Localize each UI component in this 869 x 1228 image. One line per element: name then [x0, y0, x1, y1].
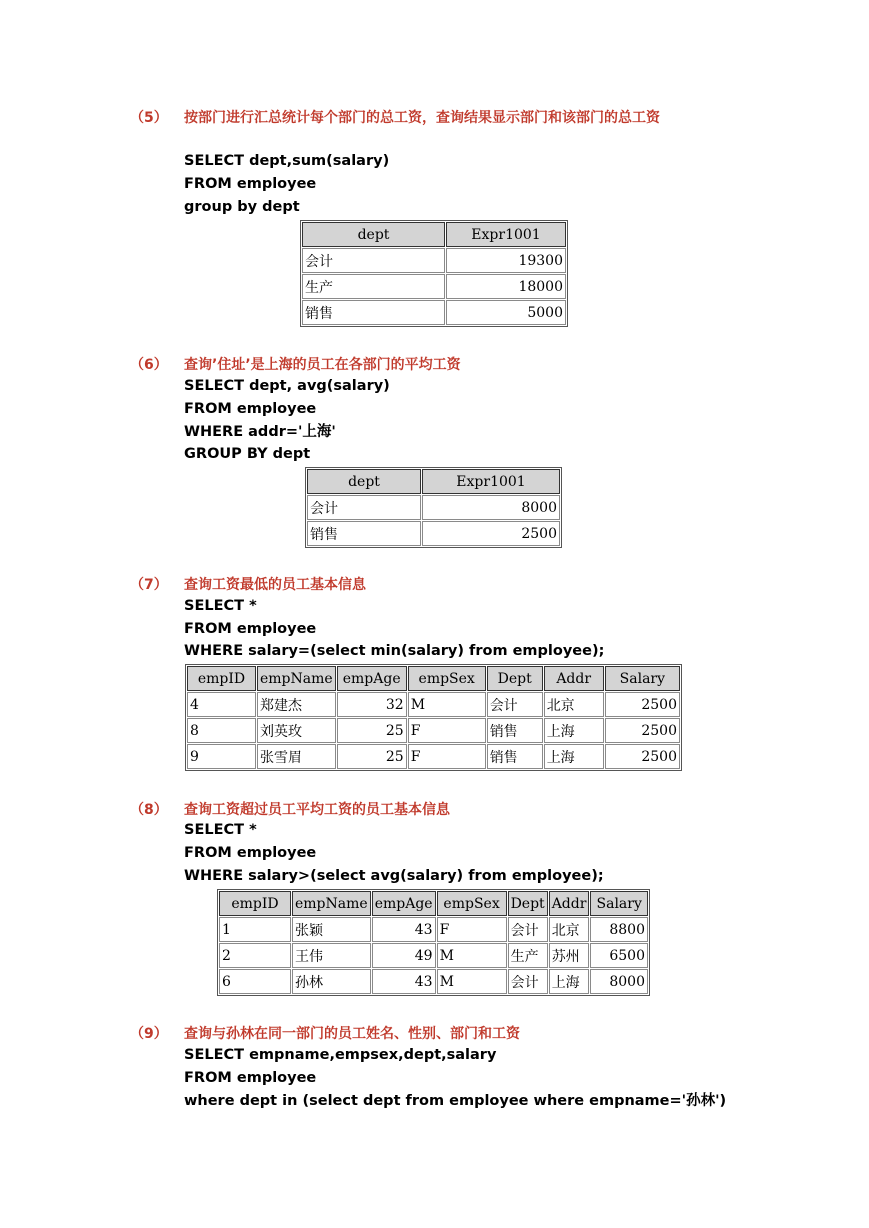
q7-cell: 上海	[544, 718, 604, 743]
question-7-title: 查询工资最低的员工基本信息	[184, 577, 366, 593]
table-row	[307, 521, 560, 546]
q8-cell: 上海	[549, 969, 590, 994]
q8-header: empAge	[372, 891, 436, 916]
q6-sql-line-3: WHERE addr='上海'	[184, 424, 336, 440]
q8-sql-line-3: WHERE salary>(select avg(salary) from employee);	[184, 868, 604, 884]
q7-cell: 2500	[605, 718, 680, 743]
question-7-number: （7）	[130, 577, 168, 593]
q8-header: Dept	[508, 891, 548, 916]
q7-cell: F	[408, 718, 486, 743]
q7-cell: 郑建杰	[257, 692, 336, 717]
question-8-title: 查询工资超过员工平均工资的员工基本信息	[184, 802, 450, 818]
q5-cell: 18000	[446, 274, 566, 299]
q8-cell: 8800	[590, 917, 648, 942]
q7-cell: 销售	[487, 744, 543, 769]
q8-cell: 1	[219, 917, 291, 942]
q8-cell: 会计	[508, 917, 548, 942]
q6-sql-line-2: FROM employee	[184, 401, 317, 417]
table-row	[302, 300, 566, 325]
q8-cell: 北京	[549, 917, 590, 942]
q7-cell: 北京	[544, 692, 604, 717]
q8-cell: 49	[372, 943, 436, 968]
q6-sql-line-1: SELECT dept, avg(salary)	[184, 378, 390, 394]
q7-header: empSex	[408, 666, 486, 691]
q7-cell: 25	[337, 744, 407, 769]
q7-sql-line-1: SELECT *	[184, 598, 257, 614]
q8-cell: 6	[219, 969, 291, 994]
q7-header: Dept	[487, 666, 543, 691]
q6-sql-line-4: GROUP BY dept	[184, 446, 311, 462]
q6-header-dept: dept	[307, 469, 421, 494]
q7-header: Salary	[605, 666, 680, 691]
q5-cell: 生产	[302, 274, 445, 299]
q6-header-expr: Expr1001	[422, 469, 560, 494]
q8-cell: 张颖	[292, 917, 371, 942]
q8-header: Salary	[590, 891, 648, 916]
q7-cell: M	[408, 692, 486, 717]
q7-result-table	[185, 664, 682, 771]
q7-sql-line-3: WHERE salary=(select min(salary) from employee);	[184, 643, 605, 659]
q8-cell: 2	[219, 943, 291, 968]
q8-header: empID	[219, 891, 291, 916]
q8-cell: 苏州	[549, 943, 590, 968]
q8-sql-line-1: SELECT *	[184, 822, 257, 838]
q7-cell: 32	[337, 692, 407, 717]
q6-cell: 会计	[307, 495, 421, 520]
table-row	[187, 692, 680, 717]
q7-header: empName	[257, 666, 336, 691]
q8-cell: 43	[372, 917, 436, 942]
q6-result-table	[305, 467, 562, 548]
q8-cell: M	[437, 969, 507, 994]
q9-sql-line-2: FROM employee	[184, 1070, 317, 1086]
q8-cell: M	[437, 943, 507, 968]
question-6-title: 查询’住址’是上海的员工在各部门的平均工资	[184, 357, 461, 373]
q8-result-table	[217, 889, 650, 996]
q7-cell: F	[408, 744, 486, 769]
q7-cell: 张雪眉	[257, 744, 336, 769]
question-5-title: 按部门进行汇总统计每个部门的总工资，查询结果显示部门和该部门的总工资	[184, 110, 660, 126]
q5-cell: 销售	[302, 300, 445, 325]
q7-cell: 刘英玫	[257, 718, 336, 743]
table-row	[219, 943, 648, 968]
q6-cell: 8000	[422, 495, 560, 520]
q5-cell: 5000	[446, 300, 566, 325]
table-row	[219, 969, 648, 994]
q8-cell: 王伟	[292, 943, 371, 968]
q7-header: empID	[187, 666, 256, 691]
q7-header: empAge	[337, 666, 407, 691]
q7-cell: 会计	[487, 692, 543, 717]
q8-cell: 6500	[590, 943, 648, 968]
table-row	[302, 248, 566, 273]
q5-header-expr: Expr1001	[446, 222, 566, 247]
q9-sql-line-3: where dept in (select dept from employee where empname='孙林')	[184, 1093, 727, 1109]
q8-cell: 会计	[508, 969, 548, 994]
q5-header-dept: dept	[302, 222, 445, 247]
q5-result-table	[300, 220, 568, 327]
q5-sql-line-1: SELECT dept,sum(salary)	[184, 153, 390, 169]
q5-cell: 19300	[446, 248, 566, 273]
q8-cell: 8000	[590, 969, 648, 994]
q5-cell: 会计	[302, 248, 445, 273]
q5-sql-line-3: group by dept	[184, 199, 300, 215]
q6-cell: 销售	[307, 521, 421, 546]
q6-cell: 2500	[422, 521, 560, 546]
q8-header: empName	[292, 891, 371, 916]
q8-sql-line-2: FROM employee	[184, 845, 317, 861]
q7-cell: 4	[187, 692, 256, 717]
q7-cell: 2500	[605, 692, 680, 717]
q8-header: empSex	[437, 891, 507, 916]
table-row	[302, 274, 566, 299]
question-6-number: （6）	[130, 357, 168, 373]
q8-cell: 孙林	[292, 969, 371, 994]
table-row	[187, 718, 680, 743]
q7-cell: 销售	[487, 718, 543, 743]
q5-sql-line-2: FROM employee	[184, 176, 317, 192]
q7-cell: 2500	[605, 744, 680, 769]
q7-cell: 25	[337, 718, 407, 743]
q7-cell: 9	[187, 744, 256, 769]
question-8-number: （8）	[130, 802, 168, 818]
q8-cell: 生产	[508, 943, 548, 968]
table-row	[219, 917, 648, 942]
q7-cell: 8	[187, 718, 256, 743]
q9-sql-line-1: SELECT empname,empsex,dept,salary	[184, 1047, 497, 1063]
q7-cell: 上海	[544, 744, 604, 769]
question-9-title: 查询与孙林在同一部门的员工姓名、性别、部门和工资	[184, 1026, 520, 1042]
q8-cell: 43	[372, 969, 436, 994]
q8-cell: F	[437, 917, 507, 942]
q8-header: Addr	[549, 891, 590, 916]
q7-sql-line-2: FROM employee	[184, 621, 317, 637]
table-row	[307, 495, 560, 520]
q7-header: Addr	[544, 666, 604, 691]
question-5-number: （5）	[130, 110, 168, 126]
question-9-number: （9）	[130, 1026, 168, 1042]
table-row	[187, 744, 680, 769]
